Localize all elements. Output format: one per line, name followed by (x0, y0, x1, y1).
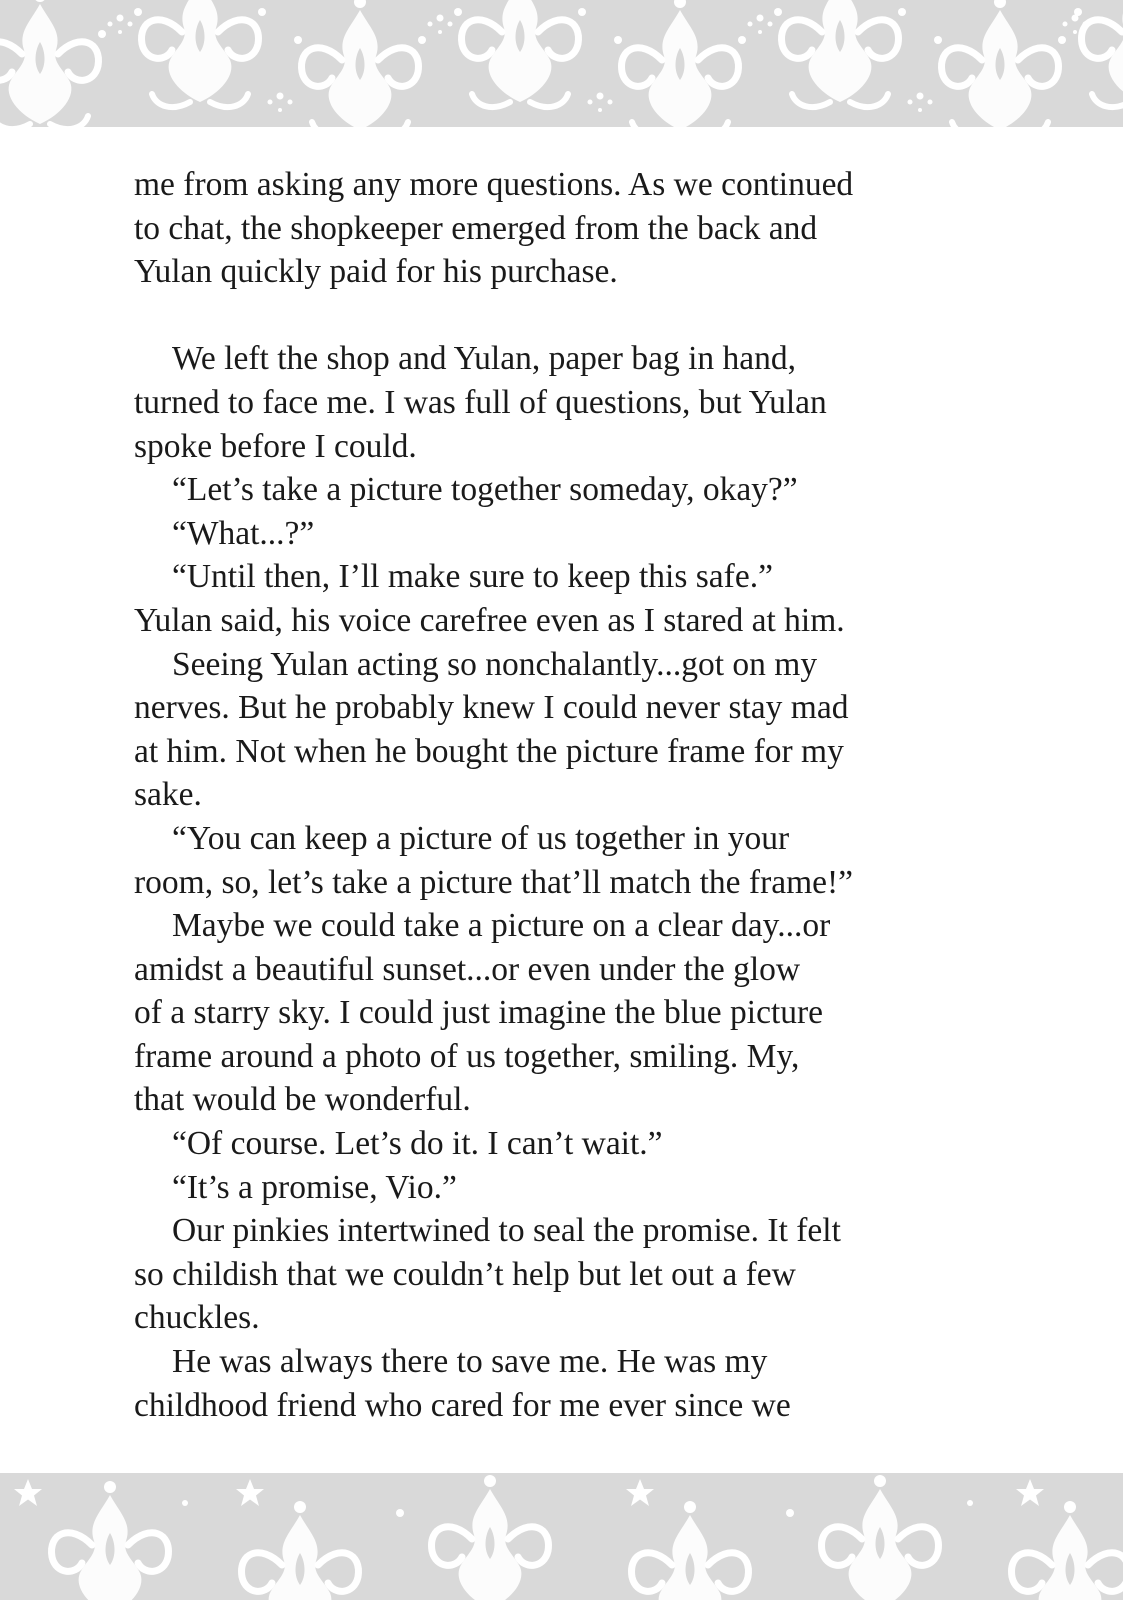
text-line: room, so, let’s take a picture that’ll match the frame!” (134, 863, 854, 901)
text-line: Seeing Yulan acting so nonchalantly...got on my (172, 645, 818, 683)
text-line: spoke before I could. (134, 427, 417, 465)
text-line: Yulan said, his voice carefree even as I stared at him. (134, 601, 845, 639)
text-line: at him. Not when he bought the picture frame for my (134, 732, 844, 770)
text-line: of a starry sky. I could just imagine the blue picture (134, 994, 824, 1032)
text-line: He was always there to save me. He was my (172, 1343, 768, 1381)
story-text (134, 163, 954, 1427)
text-line: that would be wonderful. (134, 1081, 471, 1119)
text-line: so childish that we couldn’t help but let out a few (134, 1255, 796, 1293)
text-line: childhood friend who cared for me ever since we (134, 1386, 791, 1424)
text-line: Our pinkies intertwined to seal the promise. It felt (172, 1212, 841, 1250)
text-line: to chat, the shopkeeper emerged from the back and (134, 209, 818, 247)
bottom-damask-border (0, 1473, 1123, 1600)
text-line: amidst a beautiful sunset...or even under the glow (134, 950, 801, 988)
text-line: me from asking any more questions. As we continued (134, 166, 854, 203)
text-line: “Until then, I’ll make sure to keep this safe.” (172, 558, 773, 596)
paragraph-gap (134, 294, 954, 338)
text-line: “What...?” (172, 514, 315, 552)
text-line: turned to face me. I was full of questions, but Yulan (134, 383, 827, 421)
top-damask-border (0, 0, 1123, 127)
text-line: “You can keep a picture of us together in your (172, 819, 790, 857)
text-line: frame around a photo of us together, smiling. My, (134, 1037, 800, 1075)
text-line: sake. (134, 776, 202, 814)
damask-pattern-bottom (0, 1473, 1123, 1600)
text-line: chuckles. (134, 1299, 260, 1337)
text-line: “It’s a promise, Vio.” (172, 1168, 457, 1206)
text-line: “Of course. Let’s do it. I can’t wait.” (172, 1125, 663, 1163)
text-line: “Let’s take a picture together someday, okay?” (172, 471, 798, 509)
page-body (0, 127, 1123, 1473)
text-line: Yulan quickly paid for his purchase. (134, 253, 618, 291)
text-line: We left the shop and Yulan, paper bag in hand, (172, 340, 797, 378)
text-line: nerves. But he probably knew I could never stay mad (134, 689, 849, 727)
text-line: Maybe we could take a picture on a clear day...or (172, 907, 831, 945)
damask-pattern-top (0, 0, 1123, 127)
